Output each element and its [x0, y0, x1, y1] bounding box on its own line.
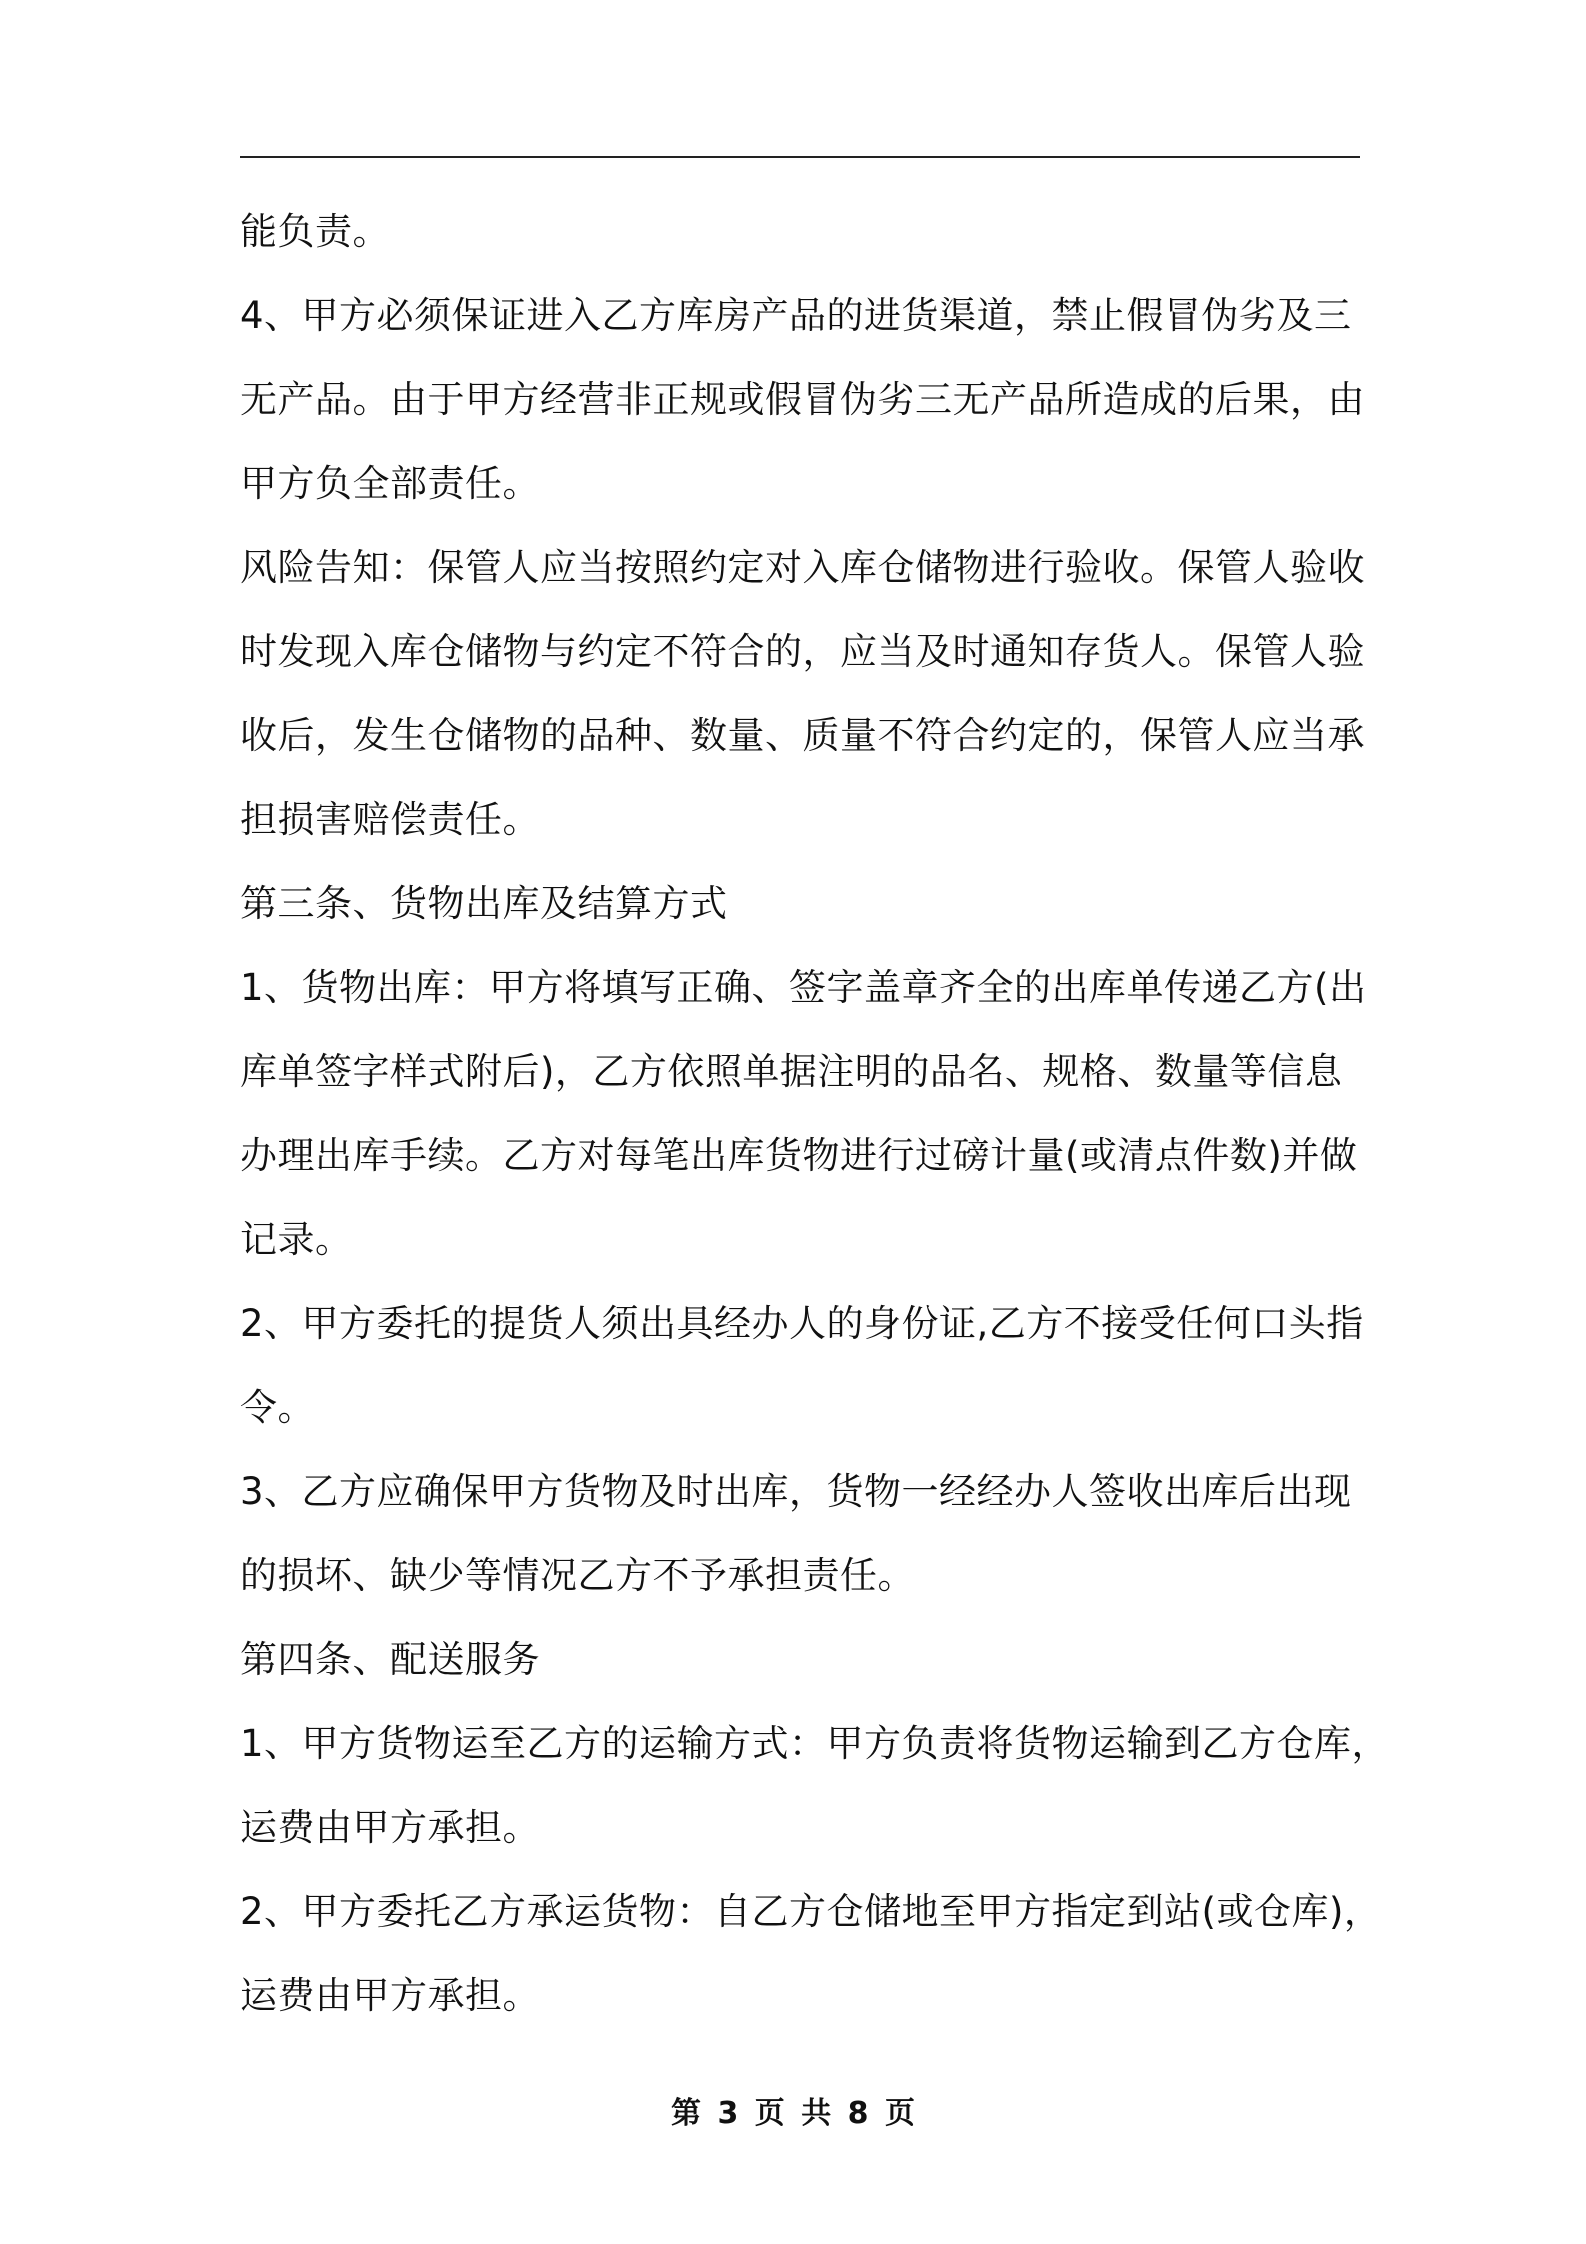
- text-line: 甲方负全部责任。: [240, 462, 540, 505]
- section-heading: 第三条、货物出库及结算方式: [240, 882, 728, 925]
- text-line: 记录。: [240, 1218, 353, 1261]
- text-line: 1、货物出库：甲方将填写正确、签字盖章齐全的出库单传递乙方(出: [240, 966, 1367, 1009]
- header-rule: [240, 156, 1360, 158]
- text-line: 2、甲方委托的提货人须出具经办人的身份证,乙方不接受任何口头指: [240, 1302, 1364, 1345]
- text-line: 时发现入库仓储物与约定不符合的，应当及时通知存货人。保管人验: [240, 630, 1365, 673]
- section-heading: 第四条、配送服务: [240, 1638, 540, 1681]
- text-line: 4、甲方必须保证进入乙方库房产品的进货渠道，禁止假冒伪劣及三: [240, 294, 1352, 337]
- text-line: 收后，发生仓储物的品种、数量、质量不符合约定的，保管人应当承: [240, 714, 1365, 757]
- text-line: 令。: [240, 1386, 315, 1429]
- text-line: 风险告知：保管人应当按照约定对入库仓储物进行验收。保管人验收: [240, 546, 1365, 589]
- text-line: 3、乙方应确保甲方货物及时出库，货物一经经办人签收出库后出现: [240, 1470, 1352, 1513]
- text-line: 运费由甲方承担。: [240, 1974, 540, 2017]
- document-body: [240, 190, 1390, 2038]
- text-line: 2、甲方委托乙方承运货物：自乙方仓储地至甲方指定到站(或仓库)，: [240, 1890, 1382, 1933]
- text-line: 1、甲方货物运至乙方的运输方式：甲方负责将货物运输到乙方仓库，: [240, 1722, 1390, 1765]
- text-line: 能负责。: [240, 210, 390, 253]
- text-line: 无产品。由于甲方经营非正规或假冒伪劣三无产品所造成的后果，由: [240, 378, 1365, 421]
- text-line: 库单签字样式附后)，乙方依照单据注明的品名、规格、数量等信息: [240, 1050, 1343, 1093]
- page-number: 第 3 页 共 8 页: [671, 2096, 915, 2131]
- text-line: 担损害赔偿责任。: [240, 798, 540, 841]
- text-line: 的损坏、缺少等情况乙方不予承担责任。: [240, 1554, 915, 1597]
- text-line: 运费由甲方承担。: [240, 1806, 540, 1849]
- text-line: 办理出库手续。乙方对每笔出库货物进行过磅计量(或清点件数)并做: [240, 1134, 1358, 1177]
